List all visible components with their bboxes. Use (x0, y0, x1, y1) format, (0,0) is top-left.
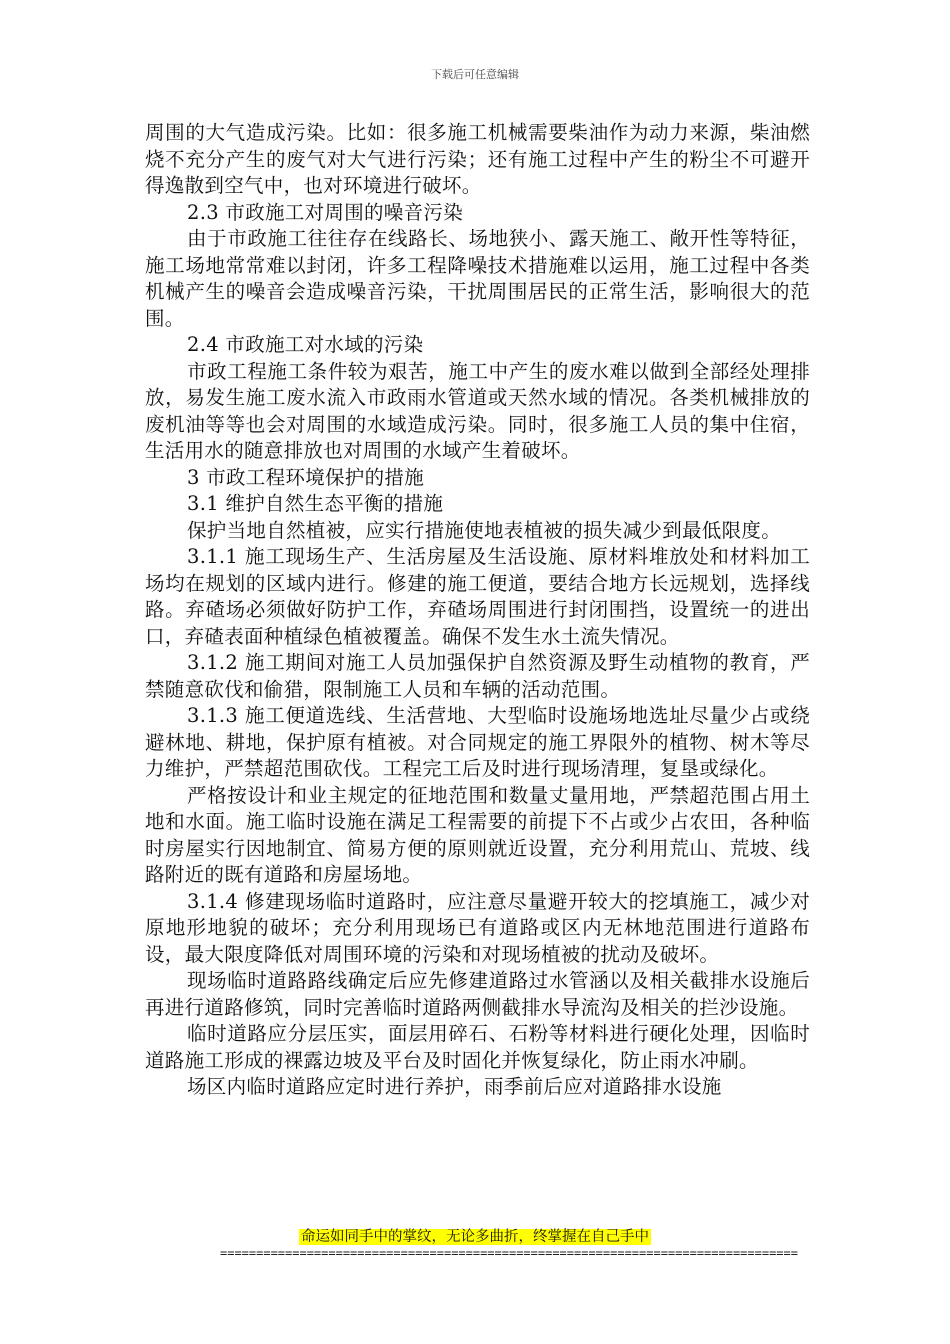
header-note: 下载后可任意编辑 (431, 68, 519, 81)
section-heading-2-3: 2.3 市政施工对周围的噪音污染 (187, 200, 464, 224)
section-heading-3: 3 市政工程环境保护的措施 (187, 465, 425, 489)
paragraph: 现场临时道路路线确定后应先修建道路过水管涵以及相关截排水设施后再进行道路修筑，同时完善临时道路两侧截排水导流沟及相关的拦沙设施。 (145, 969, 810, 1019)
paragraph: 场区内临时道路应定时进行养护，雨季前后应对道路排水设施 (187, 1075, 722, 1098)
section-heading-3-1: 3.1 维护自然生态平衡的措施 (187, 492, 444, 515)
section-heading-2-4: 2.4 市政施工对水域的污染 (187, 333, 424, 356)
paragraph: 3.1.4 修建现场临时道路时，应注意尽量避开较大的挖填施工，减少对原地形地貌的破坏；充分利用现场已有道路或区内无林地范围进行道路布设，最大限度降低对周围环境的污染和对现场植被的扰动及破坏。 (145, 889, 810, 966)
paragraph: 市政工程施工条件较为艰苦，施工中产生的废水难以做到全部经处理排放，易发生施工废水流入市政雨水管道或天然水域的情况。各类机械排放的废机油等等也会对周围的水域造成污染。同时，很多施工人员的集中住宿，生活用水的随意排放也对周围的水域产生着破坏。 (145, 359, 810, 462)
body-text (145, 120, 810, 1101)
footer-divider: ================================================================================ (220, 1246, 798, 1260)
footer-slogan-text: 命运如同手中的掌纹，无论多曲折，终掌握在自己手中 (301, 1229, 649, 1245)
footer-slogan (0, 1228, 950, 1246)
paragraph: 3.1.3 施工便道选线、生活营地、大型临时设施场地选址尽量少占或绕避林地、耕地，保护原有植被。对合同规定的施工界限外的植物、树木等尽力维护，严禁超范围砍伐。工程完工后及时进行现场清理，复垦或绿化。 (145, 704, 810, 780)
paragraph: 临时道路应分层压实，面层用碎石、石粉等材料进行硬化处理，因临时道路施工形成的裸露边坡及平台及时固化并恢复绿化，防止雨水冲刷。 (145, 1022, 810, 1072)
paragraph: 严格按设计和业主规定的征地范围和数量丈量用地，严禁超范围占用土地和水面。施工临时设施在满足工程需要的前提下不占或少占农田，各种临时房屋实行因地制宜、简易方便的原则就近设置，充分利用荒山、荒坡、线路附近的既有道路和房屋场地。 (145, 783, 810, 886)
paragraph: 保护当地自然植被，应实行措施使地表植被的损失减少到最低限度。 (187, 518, 782, 542)
paragraph: 3.1.2 施工期间对施工人员加强保护自然资源及野生动植物的教育，严禁随意砍伐和偷猎，限制施工人员和车辆的活动范围。 (145, 651, 810, 701)
paragraph: 周围的大气造成污染。比如：很多施工机械需要柴油作为动力来源，柴油燃烧不充分产生的废气对大气进行污染；还有施工过程中产生的粉尘不可避开得逸散到空气中，也对环境进行破坏。 (145, 121, 810, 197)
paragraph: 3.1.1 施工现场生产、生活房屋及生活设施、原材料堆放处和材料加工场均在规划的区域内进行。修建的施工便道，要结合地方长远规划，选择线路。弃碴场必须做好防护工作，弃碴场周围进行封闭围挡，设置统一的进出口，弃碴表面种植绿色植被覆盖。确保不发生水土流失情况。 (145, 545, 810, 648)
paragraph: 由于市政施工往往存在线路长、场地狭小、露天施工、敞开性等特征，施工场地常常难以封闭，许多工程降噪技术措施难以运用，施工过程中各类机械产生的噪音会造成噪音污染，干扰周围居民的正常生活，影响很大的范围。 (145, 227, 810, 330)
